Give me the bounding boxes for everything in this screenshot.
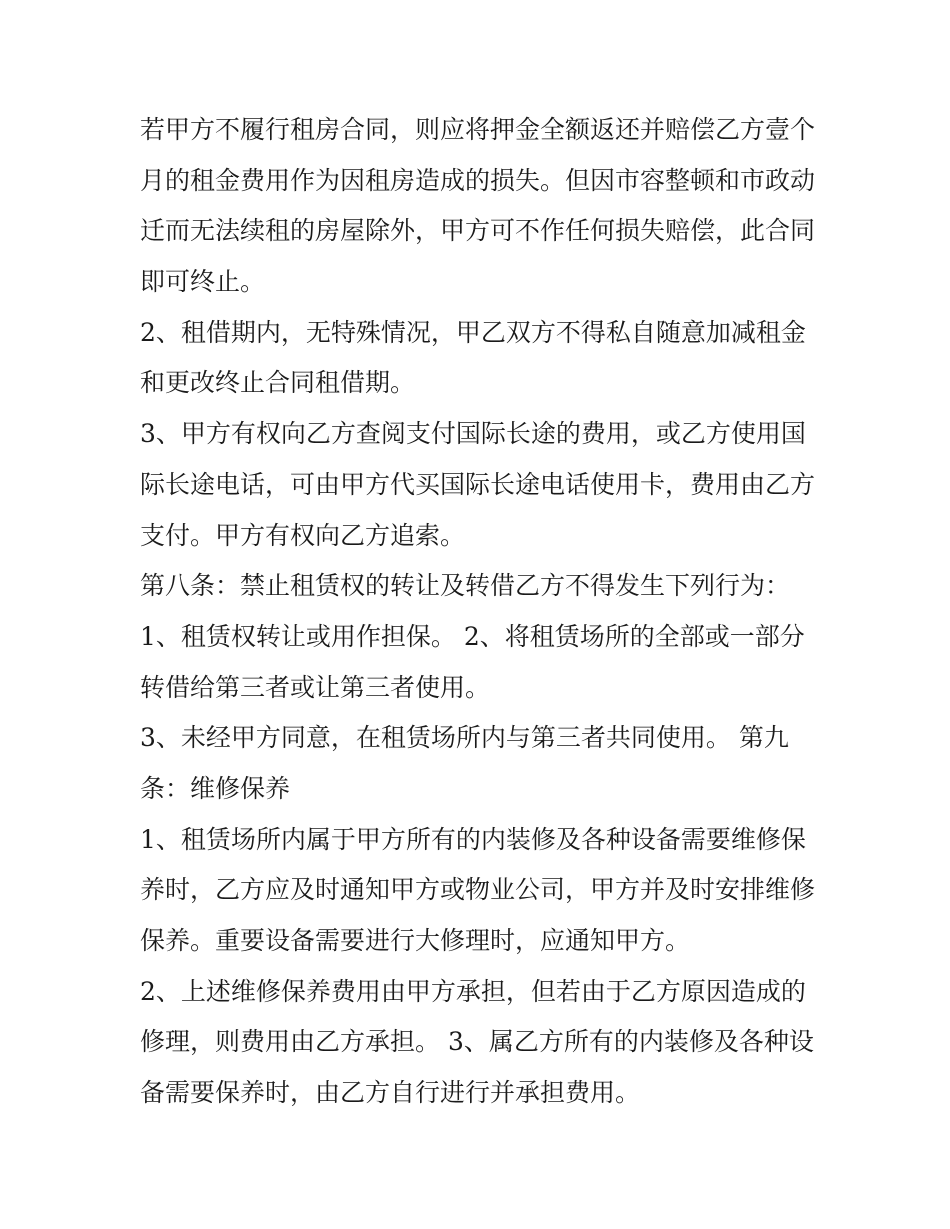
text-line: 1、租赁场所内属于甲方所有的内装修及各种设备需要维修保 <box>140 824 806 854</box>
paragraph-shared-use-article-nine <box>140 713 820 814</box>
text-line: 和更改终止合同租借期。 <box>140 368 416 398</box>
paragraph-maintenance-notice <box>140 815 820 967</box>
paragraph-international-calls <box>140 409 820 561</box>
paragraph-deposit-refund <box>140 105 820 308</box>
text-line: 转借给第三者或让第三者使用。 <box>140 672 491 702</box>
text-line: 3、甲方有权向乙方查阅支付国际长途的费用，或乙方使用国 <box>140 419 806 449</box>
text-line: 条：维修保养 <box>140 773 291 803</box>
text-line: 若甲方不履行租房合同，则应将押金全额返还并赔偿乙方壹个 <box>140 115 816 144</box>
paragraph-transfer-restrictions <box>140 612 820 713</box>
text-line: 迁而无法续租的房屋除外，甲方可不作任何损失赔偿，此合同 <box>140 216 816 246</box>
text-line: 月的租金费用作为因租房造成的损失。但因市容整顿和市政动 <box>140 165 816 195</box>
text-line: 支付。甲方有权向乙方追索。 <box>140 520 466 550</box>
text-line: 1、租赁权转让或用作担保。 2、将租赁场所的全部或一部分 <box>140 621 805 651</box>
text-line: 第八条：禁止租赁权的转让及转借乙方不得发生下列行为： <box>140 571 791 601</box>
text-line: 备需要保养时，由乙方自行进行并承担费用。 <box>140 1078 641 1108</box>
text-line: 养时，乙方应及时通知甲方或物业公司，甲方并及时安排维修 <box>140 875 816 905</box>
paragraph-maintenance-costs <box>140 967 820 1119</box>
text-line: 2、租借期内，无特殊情况，甲乙双方不得私自随意加减租金 <box>140 317 806 347</box>
text-line: 3、未经甲方同意，在租赁场所内与第三者共同使用。 第九 <box>140 723 789 753</box>
text-line: 即可终止。 <box>140 267 266 297</box>
article-eight-heading <box>140 561 820 612</box>
text-line: 修理，则费用由乙方承担。 3、属乙方所有的内装修及各种设 <box>140 1027 814 1057</box>
document-body <box>140 105 820 1119</box>
text-line: 保养。重要设备需要进行大修理时，应通知甲方。 <box>140 926 691 955</box>
text-line: 际长途电话，可由甲方代买国际长途电话使用卡，费用由乙方 <box>140 469 816 499</box>
paragraph-rent-fixed <box>140 308 820 409</box>
text-line: 2、上述维修保养费用由甲方承担，但若由于乙方原因造成的 <box>140 976 806 1006</box>
